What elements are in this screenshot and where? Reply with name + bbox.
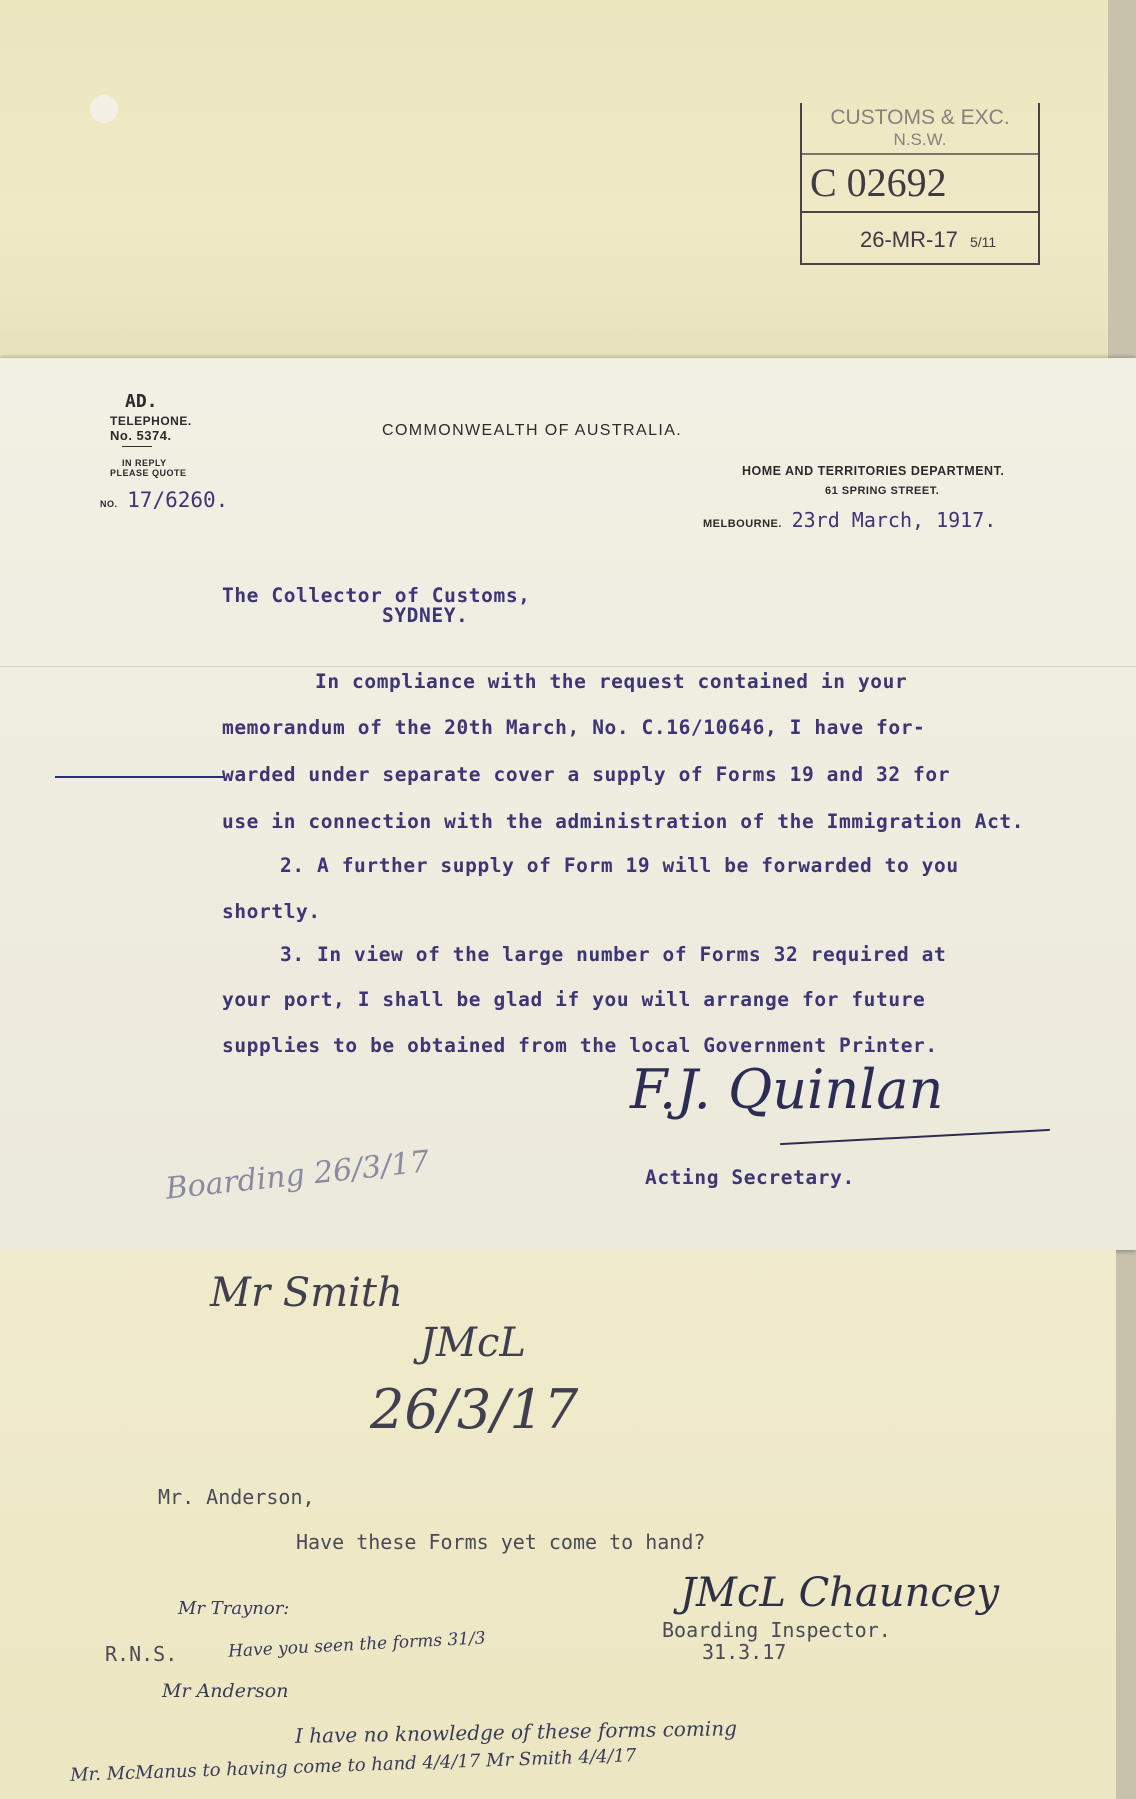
inspector-date: 31.3.17 [702,1640,787,1664]
ref-code: AD. [125,391,158,412]
reply-note-1: IN REPLY [122,458,167,468]
reference-number: NO. 17/6260. [100,488,229,512]
minute-sheet [0,1250,1116,1799]
inspector-title: Boarding Inspector. [662,1618,891,1642]
hw-line-4: I have no knowledge of these forms coming [294,1716,738,1748]
body-line: shortly. [222,900,321,923]
hw-line-3: Mr Anderson [162,1680,289,1702]
margin-rule [55,776,225,778]
department-heading: HOME AND TERRITORIES DEPARTMENT. [742,464,1005,478]
telephone-label: TELEPHONE. [110,414,192,428]
addressee-line-1: The Collector of Customs, [222,584,531,607]
minute-to: Mr. Anderson, [158,1485,315,1509]
note-mr-smith: Mr Smith [210,1270,403,1316]
rns-label: R.N.S. [105,1642,178,1666]
signatory-title: Acting Secretary. [645,1166,855,1189]
stamp-number: C 02692 [802,155,1038,213]
signature-flourish [780,1129,1050,1145]
addressee-line-2: SYDNEY. [382,604,469,627]
letter-sheet [0,358,1136,1250]
note-date: 26/3/17 [370,1378,579,1441]
customs-stamp [800,103,1040,265]
body-line: In compliance with the request contained in your [315,670,908,693]
divider [122,446,152,447]
minute-query: Have these Forms yet come to hand? [296,1530,706,1554]
body-line: warded under separate cover a supply of Forms 19 and 32 for [222,763,951,786]
hw-line-2: Have you seen the forms 31/3 [227,1628,487,1662]
street-address: 61 SPRING STREET. [825,485,940,497]
government-heading: COMMONWEALTH OF AUSTRALIA. [382,422,683,439]
fold-line [0,666,1136,667]
body-line: memorandum of the 20th March, No. C.16/10646, I have for- [222,716,926,739]
paper-blemish [90,95,118,123]
body-line: your port, I shall be glad if you will arrange for future [222,988,926,1011]
marginal-note: Boarding 26/3/17 [163,1144,431,1207]
inspector-signature: JMcL Chauncey [680,1570,1000,1616]
hw-line-5: Mr. McManus to having come to hand 4/4/17 Mr Smith 4/4/17 [69,1745,637,1786]
letter-date: MELBOURNE. 23rd March, 1917. [703,508,997,532]
telephone-number: No. 5374. [110,428,172,443]
body-line: 2. A further supply of Form 19 will be forwarded to you [280,854,959,877]
body-line: supplies to be obtained from the local Government Printer. [222,1034,938,1057]
stamp-date: 26-MR-17 5/11 [860,227,997,252]
signature-quinlan: F.J. Quinlan [630,1058,944,1121]
hw-line-1: Mr Traynor: [178,1598,290,1619]
initials: JMcL [420,1320,526,1366]
reply-note-2: PLEASE QUOTE [110,468,187,478]
stamp-office: CUSTOMS & EXC. N.S.W. [802,103,1038,155]
body-line: use in connection with the administration of the Immigration Act. [222,810,1025,833]
body-line: 3. In view of the large number of Forms 32 required at [280,943,947,966]
top-sheet [0,0,1108,370]
